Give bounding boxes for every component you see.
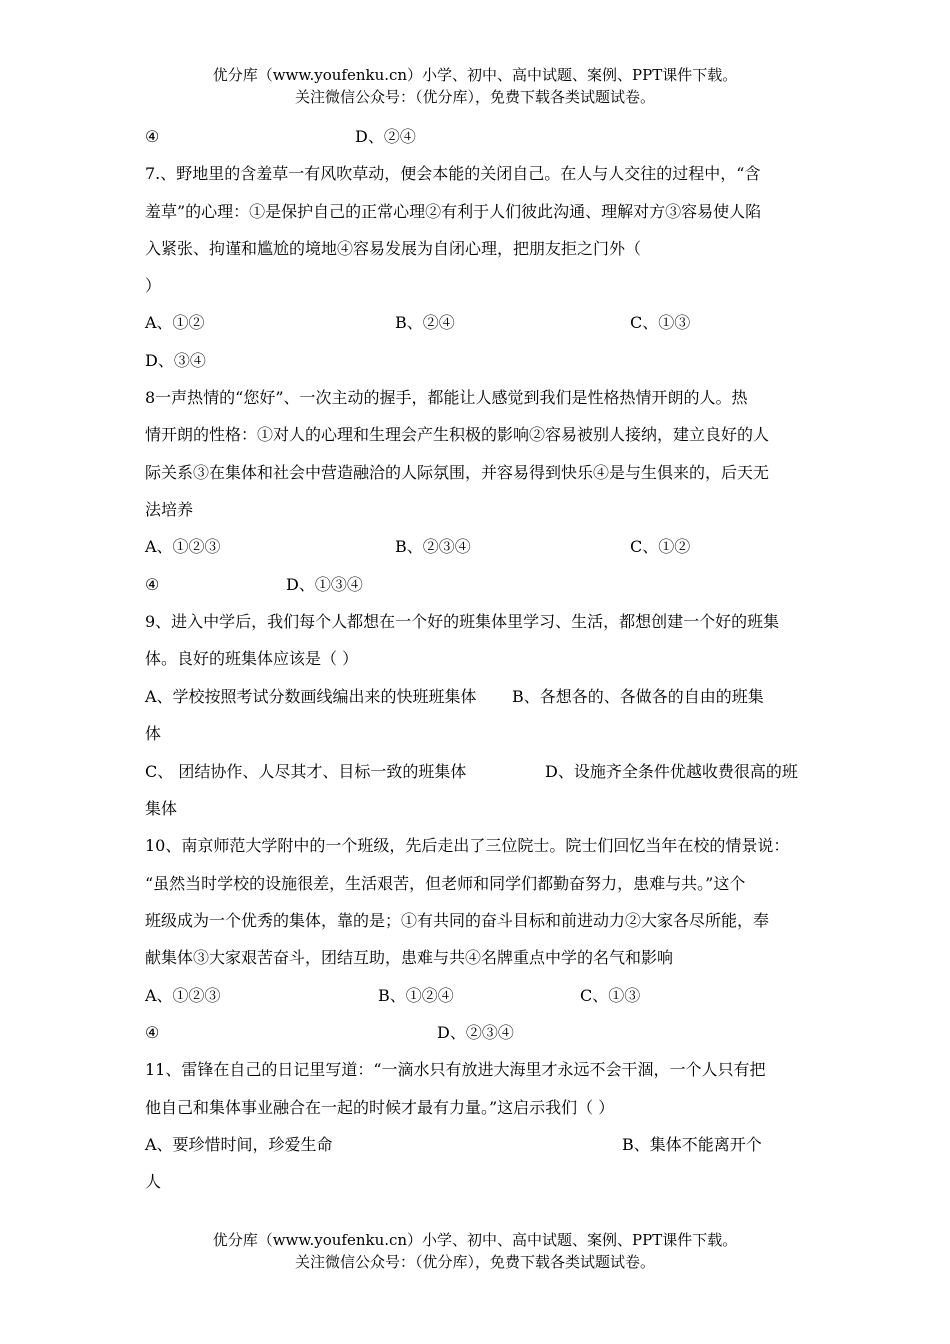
q7-line-1: 7.、野地里的含羞草一有风吹草动，便会本能的关闭自己。在人与人交往的过程中，“含 bbox=[145, 164, 761, 183]
q10-option-b: B、①②④ bbox=[378, 986, 454, 1005]
q9-line-1: 9、进入中学后，我们每个人都想在一个好的班集体里学习、生活，都想创建一个好的班集 bbox=[145, 612, 780, 631]
q7-option-b: B、②④ bbox=[395, 313, 455, 332]
q11-line-2: 他自己和集体事业融合在一起的时候才最有力量。”这启示我们（ ） bbox=[145, 1098, 615, 1117]
q8-line-3: 际关系③在集体和社会中营造融洽的人际氛围，并容易得到快乐④是与生俱来的，后天无 bbox=[145, 463, 770, 482]
q9-option-b-cont: 体 bbox=[145, 724, 162, 743]
q8-line-2: 情开朗的性格：①对人的心理和生理会产生积极的影响②容易被别人接纳，建立良好的人 bbox=[145, 425, 770, 444]
q6-continuation: ④ bbox=[145, 127, 160, 146]
q10-line-2: “虽然当时学校的设施很差，生活艰苦，但老师和同学们都勤奋努力，患难与共。”这个 bbox=[145, 874, 746, 893]
footer-line-2: 关注微信公众号：（优分库），免费下载各类试题试卷。 bbox=[294, 1253, 655, 1271]
q8-option-c: C、①② bbox=[630, 537, 691, 556]
page-footer bbox=[0, 1229, 950, 1273]
q9-option-b: B、各想各的、各做各的自由的班集 bbox=[512, 687, 764, 706]
q7-option-c: C、①③ bbox=[630, 313, 691, 332]
q10-continuation: ④ bbox=[145, 1023, 160, 1042]
q8-continuation: ④ bbox=[145, 575, 160, 594]
q11-option-a: A、要珍惜时间，珍爱生命 bbox=[145, 1135, 333, 1154]
q8-option-b: B、②③④ bbox=[395, 537, 471, 556]
q10-line-4: 献集体③大家艰苦奋斗，团结互助，患难与共④名牌重点中学的名气和影响 bbox=[145, 948, 674, 967]
q7-line-3: 入紧张、拘谨和尴尬的境地④容易发展为自闭心理，把朋友拒之门外（ bbox=[145, 239, 642, 258]
q9-option-d: D、设施齐全条件优越收费很高的班 bbox=[545, 762, 798, 781]
q7-option-d: D、③④ bbox=[145, 351, 206, 370]
page-header bbox=[0, 64, 950, 108]
q9-option-d-cont: 集体 bbox=[145, 799, 178, 818]
header-line-2: 关注微信公众号：（优分库），免费下载各类试题试卷。 bbox=[294, 88, 655, 106]
q11-option-b-cont: 人 bbox=[145, 1172, 162, 1191]
q10-line-1: 10、南京师范大学附中的一个班级，先后走出了三位院士。院士们回忆当年在校的情景说： bbox=[145, 836, 790, 855]
q11-line-1: 11、雷锋在自己的日记里写道：“一滴水只有放进大海里才永远不会干涸，一个人只有把 bbox=[145, 1060, 766, 1079]
q7-line-4: ） bbox=[145, 276, 162, 295]
q10-option-a: A、①②③ bbox=[145, 986, 221, 1005]
q9-option-a: A、学校按照考试分数画线编出来的快班班集体 bbox=[145, 687, 477, 706]
q11-option-b: B、集体不能离开个 bbox=[622, 1135, 762, 1154]
q7-option-a: A、①② bbox=[145, 313, 205, 332]
q10-option-c: C、①③ bbox=[580, 986, 641, 1005]
q10-option-d: D、②③④ bbox=[437, 1023, 514, 1042]
q8-option-d: D、①③④ bbox=[286, 575, 363, 594]
q8-option-a: A、①②③ bbox=[145, 537, 221, 556]
q8-line-1: 8一声热情的“您好”、一次主动的握手，都能让人感觉到我们是性格热情开朗的人。热 bbox=[145, 388, 748, 407]
q8-line-4: 法培养 bbox=[145, 500, 194, 519]
q6-option-d: D、②④ bbox=[355, 127, 416, 146]
footer-line-1: 优分库（www.youfenku.cn）小学、初中、高中试题、案例、PPT课件下载。 bbox=[212, 1231, 738, 1249]
q7-line-2: 羞草”的心理：①是保护自己的正常心理②有利于人们彼此沟通、理解对方③容易使人陷 bbox=[145, 202, 762, 221]
q9-option-c: C、 团结协作、人尽其才、目标一致的班集体 bbox=[145, 762, 467, 781]
q9-line-2: 体。良好的班集体应该是（ ） bbox=[145, 649, 359, 668]
q10-line-3: 班级成为一个优秀的集体，靠的是；①有共同的奋斗目标和前进动力②大家各尽所能，奉 bbox=[145, 911, 770, 930]
header-line-1: 优分库（www.youfenku.cn）小学、初中、高中试题、案例、PPT课件下载。 bbox=[212, 66, 738, 84]
